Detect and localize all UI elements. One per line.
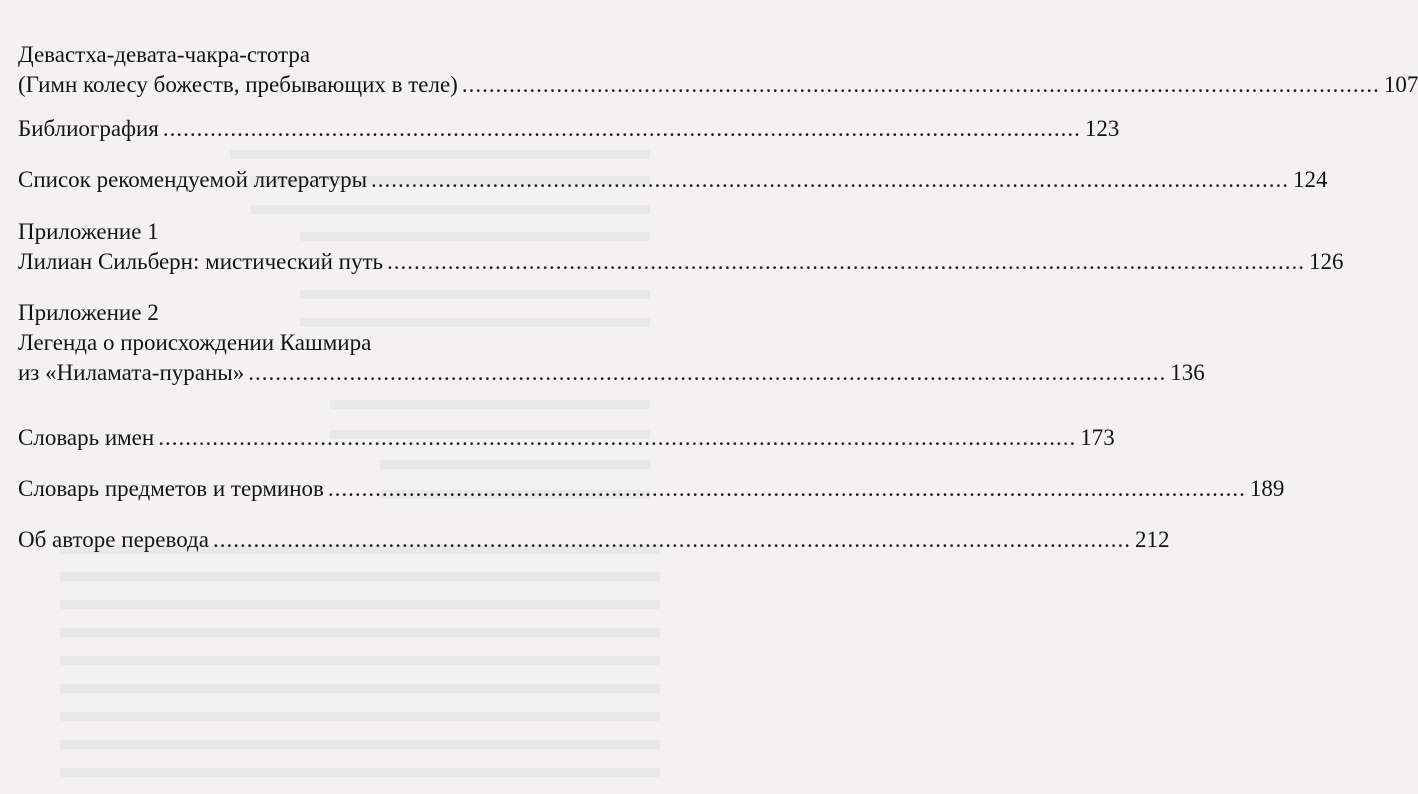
dot-leader: ........................................................................................................................................ [212,527,1131,552]
toc-entry-title: Список рекомендуемой литературы [18,167,368,192]
toc-entry-title-line: Приложение 1 [18,219,159,244]
toc-page-number: 136 [1170,360,1205,385]
toc-entry-title: Об авторе перевода [18,527,209,552]
toc-entry-appendix-2[interactable] [18,298,1205,388]
dot-leader: ........................................................................................................................................ [371,167,1290,192]
toc-page-number: 173 [1080,425,1115,450]
toc-entry-appendix-1[interactable] [18,217,1344,277]
toc-entry-recommended-literature[interactable] [18,165,1328,195]
toc-page-number: 123 [1084,116,1120,141]
dot-leader: ........................................................................................................................................ [327,476,1246,501]
toc-page-number: 189 [1249,476,1285,501]
toc-entry-title-line: Приложение 2 [18,300,159,325]
toc-page-number: 126 [1309,249,1344,274]
toc-entry-title: (Гимн колесу божеств, пребывающих в теле) [18,72,458,97]
toc-page-number: 124 [1293,167,1328,192]
dot-leader: ........................................................................................................................................ [248,360,1167,385]
toc-page-number: 107 [1383,72,1418,97]
dot-leader: ........................................................................................................................................ [158,425,1077,450]
dot-leader: ........................................................................................................................................ [387,249,1306,274]
toc-entry-title: из «Ниламата-пураны» [18,360,245,385]
toc-entry-title-line: Легенда о происхождении Кашмира [18,330,372,355]
toc-entry-about-translator[interactable] [18,525,1170,555]
toc-entry-title-line: Девастха-девата-чакра-стотра [18,42,311,67]
toc-entry-devastha[interactable] [18,40,1418,100]
toc-entry-name-index[interactable] [18,423,1115,453]
toc-entry-subject-index[interactable] [18,474,1285,504]
toc-entry-title: Словарь предметов и терминов [18,476,324,501]
dot-leader: ........................................................................................................................................ [461,72,1380,97]
toc-entry-title: Лилиан Сильберн: мистический путь [18,249,384,274]
dot-leader: ........................................................................................................................................ [162,116,1081,141]
toc-entry-bibliography[interactable] [18,114,1120,144]
toc-entry-title: Словарь имен [18,425,155,450]
toc-page-number: 212 [1134,527,1170,552]
toc-entry-title: Библиография [18,116,159,141]
